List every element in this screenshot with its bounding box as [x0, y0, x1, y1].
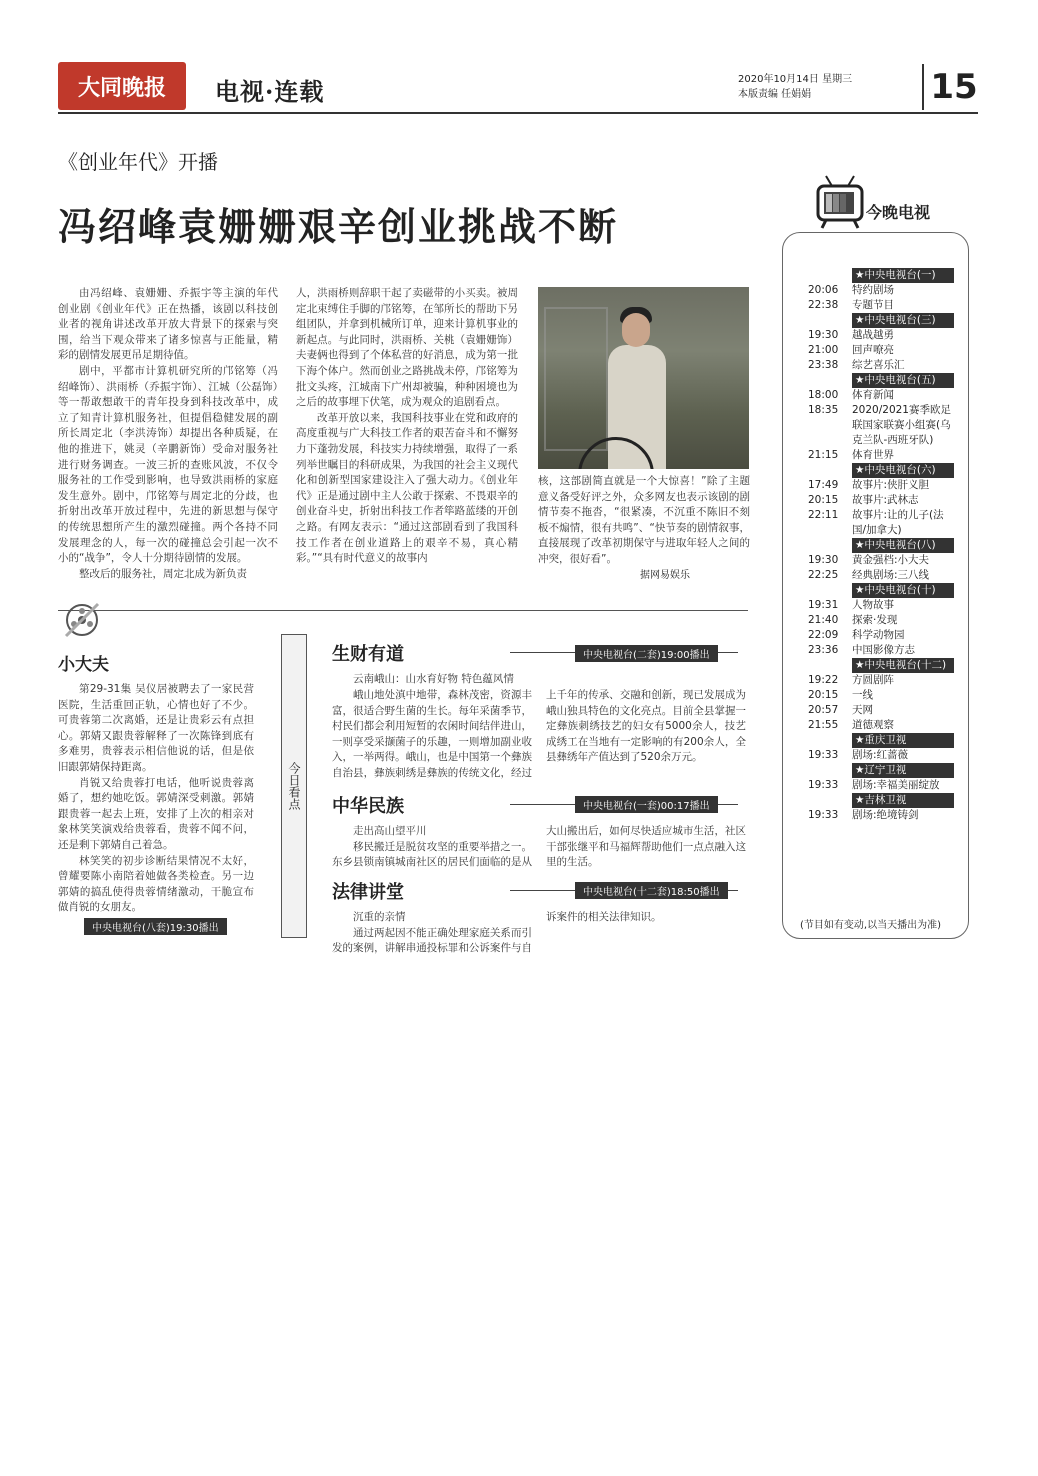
listing-time: 20:15 [808, 494, 839, 506]
listing-time: 20:15 [808, 689, 839, 701]
tv-guide-label: 今晚电视 [866, 203, 931, 222]
article-column-1 [58, 286, 278, 582]
listing-time: 19:33 [808, 809, 839, 821]
article-photo [538, 287, 749, 469]
channel-header: ★中央电视台(三) [852, 313, 954, 328]
channel-header: ★中央电视台(十二) [852, 658, 954, 673]
program-title: 中华民族 [332, 796, 404, 817]
listing-row [808, 703, 954, 718]
channel-header: ★辽宁卫视 [852, 763, 954, 778]
program-body [332, 910, 746, 957]
listing-time: 18:35 [808, 404, 839, 416]
listing-row [808, 403, 954, 448]
listing-time: 17:49 [808, 479, 839, 491]
listing-row [808, 328, 954, 343]
channel-header: ★吉林卫视 [852, 793, 954, 808]
listing-time: 19:30 [808, 554, 839, 566]
listing-row [808, 508, 954, 538]
listing-row [808, 568, 954, 583]
listing-row [808, 718, 954, 733]
article-paragraph: 核，这部剧简直就是一个大惊喜！”除了主题意义备受好评之外，众多网友也表示该剧的剧情节奏不拖沓，“很紧凑，不沉重不陈旧不刻板不煽情，很有共鸣”、“快节奏的剧情叙事，直接展现了改革初期保守与进取年轻人之间的冲突，很好看”。 [538, 475, 750, 565]
photo-figure-head [622, 313, 650, 347]
program-title: 生财有道 [332, 644, 404, 665]
listing-time: 23:36 [808, 644, 839, 656]
drama-airtime [84, 916, 227, 935]
program-body [332, 824, 746, 871]
article-kicker: 《创业年代》开播 [58, 150, 218, 174]
listing-row [808, 613, 954, 628]
article-paragraph: 改革开放以来，我国科技事业在党和政府的高度重视与广大科技工作者的艰苦奋斗和不懈努力下蓬勃发展，科技实力持续增强，取得了一系列举世瞩目的科研成果，为我国的社会主义现代化和创新型国家建设注入了强大动力。《创业年代》正是通过剧中主人公敢于探索、不畏艰辛的创业奋斗史，折射出科技工作者筚路蓝缕的开创之路。有网友表示：“通过这部剧看到了我国科技工作者在创业道路上的艰辛不易，真心精彩。”“具有时代意义的故事内 [296, 411, 518, 565]
listing-time: 19:22 [808, 674, 839, 686]
program-airtime-badge: 中央电视台(一套)00:17播出 [575, 796, 718, 813]
listing-row [808, 598, 954, 613]
listing-program: 特约剧场 [852, 284, 894, 296]
listing-row [808, 748, 954, 763]
section-title: 电视·连载 [215, 77, 325, 106]
listing-program: 综艺喜乐汇 [852, 359, 905, 371]
listing-time: 20:06 [808, 284, 839, 296]
channel-header: ★重庆卫视 [852, 733, 954, 748]
page-editor: 本版责编 任娟娟 [738, 89, 812, 100]
program-text [332, 672, 532, 688]
photo-gate [544, 307, 608, 451]
listing-time: 19:33 [808, 749, 839, 761]
listing-time: 23:38 [808, 359, 839, 371]
article-column-3 [538, 474, 750, 568]
listing-program: 一线 [852, 689, 873, 701]
drama-paragraph: 肖锐又给贵蓉打电话，他听说贵蓉离婚了，想约她吃饭。郭婧深受刺激。郭婧跟贵蓉一起去上班，安排了上次的相亲对象林笑笑演戏给贵蓉看，贵蓉不闻不问，还是剩下郭婧自己着急。 [58, 776, 254, 851]
issue-date: 2020年10月14日 星期三 [738, 74, 853, 85]
program-airtime-badge: 中央电视台(二套)19:00播出 [575, 645, 718, 662]
program-airtime [575, 794, 718, 813]
program-airtime-badge: 中央电视台(十二套)18:50播出 [575, 882, 728, 899]
section-divider [58, 610, 748, 611]
program-airtime [575, 643, 718, 662]
listing-program: 专题节目 [852, 299, 894, 311]
listing-time: 21:15 [808, 449, 839, 461]
television-icon [812, 172, 872, 232]
listing-row [808, 343, 954, 358]
listing-program: 体育新闻 [852, 389, 894, 401]
program-paragraph: 峨山地处滇中地带，森林茂密，资源丰富，很适合野生菌的生长。每年采菌季节，村民们都会利用短暂的农闲时间结伴进山，一则享受采撷菌子的乐趣，一则增加副业收入，一举两得。峨山，也是中国第一个彝族自治县，彝族刺绣是彝族的传统文化，经过上千年的传承、交融和创新，现已发展成为峨山独具特色的文化亮点。目前全县掌握一定彝族刺绣技艺的妇女有5000余人，技艺成绣工在当地有一定影响的有200余人，全县彝绣年产值达到了520余万元。 [332, 689, 746, 779]
listing-row [808, 358, 954, 373]
channel-header: ★中央电视台(八) [852, 538, 954, 553]
channel-header: ★中央电视台(五) [852, 373, 954, 388]
program-paragraph: 移民搬迁是脱贫攻坚的重要举措之一。东乡县锁南镇城南社区的居民们面临的是从大山搬出后，如何尽快适应城市生活，社区干部张继平和马福辉帮助他们一点点融入这里的生活。 [332, 825, 746, 869]
article-paragraph: 整改后的服务社，周定北成为新负责 [79, 567, 247, 580]
tv-listings [808, 268, 954, 823]
article-column-2 [296, 286, 518, 567]
newspaper-logo: 大同晚报 [58, 62, 186, 110]
schedule-note: (节目如有变动,以当天播出为准) [800, 920, 941, 931]
listing-row [808, 673, 954, 688]
listing-time: 19:33 [808, 779, 839, 791]
program-paragraph: 通过两起因不能正确处理家庭关系而引发的案例，讲解串通投标罪和公诉案件与自诉案件的相关法律知识。 [332, 911, 662, 955]
listing-time: 19:31 [808, 599, 839, 611]
listing-row [808, 478, 954, 493]
channel-header: ★中央电视台(十) [852, 583, 954, 598]
listing-time: 20:57 [808, 704, 839, 716]
listing-program: 道德观察 [852, 719, 894, 731]
listing-program: 故事片:侠肝义胆 [852, 479, 930, 491]
listing-program: 探索·发现 [852, 614, 898, 626]
listing-time: 21:40 [808, 614, 839, 626]
listing-time: 21:00 [808, 344, 839, 356]
issue-meta [738, 72, 852, 102]
program-subtitle: 沉重的亲情 [353, 911, 406, 923]
listing-program: 剧场:红蔷薇 [852, 749, 909, 761]
listing-program: 体育世界 [852, 449, 894, 461]
listing-row [808, 448, 954, 463]
drama-title: 小大夫 [58, 655, 109, 675]
article-paragraph: 由冯绍峰、袁姗姗、乔振宇等主演的年代创业剧《创业年代》正在热播，该剧以科技创业者的视角讲述改革开放大背景下的探索与突围，给当下观众带来了诸多惊喜与正能量，精彩的剧情发展更吊足期待值。 [58, 287, 278, 362]
listing-program: 黄金强档:小大夫 [852, 554, 930, 566]
listing-program: 回声嘹亮 [852, 344, 894, 356]
article-headline: 冯绍峰袁姗姗艰辛创业挑战不断 [58, 204, 619, 249]
listing-program: 经典剧场:三八线 [852, 569, 930, 581]
program-body [332, 688, 746, 782]
listing-row [808, 628, 954, 643]
film-reel-icon [60, 598, 104, 642]
listing-row [808, 778, 954, 793]
listing-time: 22:09 [808, 629, 839, 641]
listing-program: 中国影像方志 [852, 644, 915, 656]
listing-program: 人物故事 [852, 599, 894, 611]
drama-paragraph: 第29-31集 吴仪居被聘去了一家民营医院，生活重回正轨，心情也好了不少。可贵蓉第二次离婚，还是让贵彩云有点担心。郭婧又跟贵蓉解释了一次陈锋到底有多难男，贵蓉表示相信他说的话，但是依旧跟郭婧保持距离。 [58, 683, 254, 773]
listing-program: 故事片:武林志 [852, 494, 919, 506]
today-highlight-label: 今日看点 [281, 634, 307, 938]
listing-time: 18:00 [808, 389, 839, 401]
listing-row [808, 388, 954, 403]
article-paragraph: 人，洪雨桥则辞职干起了卖磁带的小买卖。被周定北束缚住手脚的邝铭筹，在邹所长的帮助下另组团队，并拿到机械所订单，迎来计算机事业的新起点。与此同时，洪雨桥、关桃（袁姗姗饰）夫妻俩也得到了个体私营的好消息，成为第一批下海个体户。然而创业之路挑战未停，邝铭筹为批文头疼，江城南下广州却被骗，种种困境也为之后的故事埋下伏笔，成为观众的追剧看点。 [296, 287, 518, 409]
listing-row [808, 283, 954, 298]
listing-row [808, 643, 954, 658]
program-airtime [575, 880, 728, 899]
article-credit: 据网易娱乐 [640, 570, 690, 581]
listing-row [808, 553, 954, 568]
listing-program: 剧场:绝境铸剑 [852, 809, 919, 821]
program-subtitle: 云南峨山：山水育好物 特色蕴风情 [353, 673, 514, 685]
listing-time: 22:11 [808, 509, 839, 521]
program-subtitle: 走出高山望平川 [353, 825, 427, 837]
listing-time: 22:38 [808, 299, 839, 311]
listing-program: 天网 [852, 704, 873, 716]
drama-synopsis [58, 682, 254, 916]
listing-row [808, 493, 954, 508]
listing-program: 剧场:幸福美丽绽放 [852, 779, 940, 791]
channel-header: ★中央电视台(六) [852, 463, 954, 478]
listing-row [808, 298, 954, 313]
listing-program: 方圆剧阵 [852, 674, 894, 686]
listing-program: 故事片:让的儿子(法国/加拿大) [852, 509, 944, 536]
listing-program: 2020/2021赛季欧足联国家联赛小组赛(乌克兰队-西班牙队) [852, 404, 951, 446]
drama-airtime-badge: 中央电视台(八套)19:30播出 [84, 918, 227, 935]
listing-program: 越战越勇 [852, 329, 894, 341]
article-paragraph: 剧中，平都市计算机研究所的邝铭筹（冯绍峰饰）、洪雨桥（乔振宇饰）、江城（公磊饰）等一帮敢想敢干的青年投身到科技改革中，成立了知青计算机服务社，但提倡稳健发展的副所长周定北（李洪涛饰）却提出各种质疑，在他的推进下，姚灵（辛鹏新饰）受命对服务社进行财务调查。一波三折的查账风波，不仅令服务社的工作受到影响，也导致洪雨桥的家庭发生意外。剧中，邝铭筹与周定北的分歧，也折射出改革开放过程中，先进的新思想与保守的传统思想所产生的激烈碰撞。两个各持不同发展理念的人，每一次的碰撞总会引起一次不小的“战争”，令人十分期待剧情的发展。 [58, 364, 278, 565]
listing-time: 21:55 [808, 719, 839, 731]
program-title: 法律讲堂 [332, 882, 404, 903]
channel-header: ★中央电视台(一) [852, 268, 954, 283]
page-number: 15 [922, 64, 984, 110]
listing-program: 科学动物园 [852, 629, 905, 641]
listing-time: 22:25 [808, 569, 839, 581]
listing-row [808, 688, 954, 703]
listing-row [808, 808, 954, 823]
drama-paragraph: 林笑笑的初步诊断结果情况不太好，曾耀要陈小南陪着她做各类检查。另一边郭婧的搞乱使得贵蓉情绪激动，干脆宣布做肖锐的女朋友。 [58, 854, 254, 914]
listing-time: 19:30 [808, 329, 839, 341]
masthead-rule [58, 112, 978, 114]
